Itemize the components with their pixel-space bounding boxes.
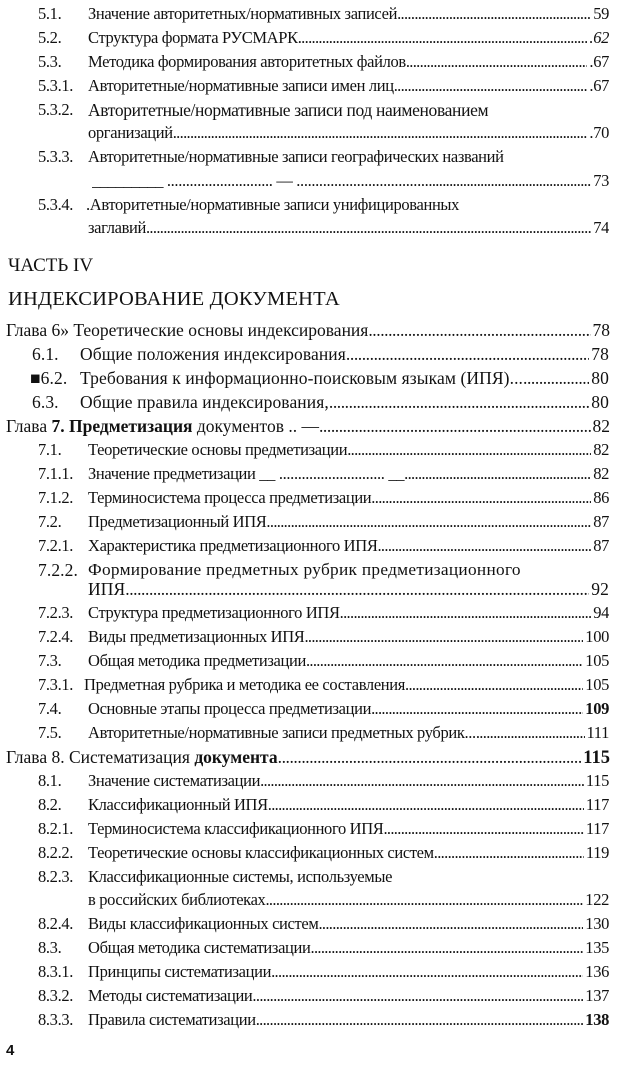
dot-leader bbox=[329, 390, 589, 414]
entry-number: 8.1. bbox=[38, 771, 62, 790]
toc-entry[interactable] bbox=[0, 721, 619, 745]
toc-entry-continued[interactable] bbox=[0, 216, 619, 240]
chapter-entry[interactable] bbox=[6, 414, 610, 438]
toc-entry[interactable] bbox=[0, 984, 619, 1008]
entry-title: Методы систематизации bbox=[88, 986, 253, 1005]
entry-page: .70 bbox=[589, 123, 609, 142]
entry-title: Принципы систематизации bbox=[88, 962, 272, 981]
entry-number: 5.3. bbox=[38, 52, 62, 71]
toc-entry[interactable] bbox=[0, 366, 619, 390]
dot-leader bbox=[340, 601, 592, 625]
dot-leader bbox=[347, 438, 591, 462]
entry-title-line2: ИПЯ bbox=[88, 579, 126, 599]
toc-entry[interactable] bbox=[0, 534, 619, 558]
entry-number: 7.5. bbox=[38, 723, 62, 742]
entry-title: Структура предметизационного ИПЯ bbox=[88, 603, 340, 622]
toc-entry[interactable] bbox=[0, 462, 619, 486]
entry-number: 7.2.1. bbox=[38, 536, 74, 555]
toc-entry-continued[interactable] bbox=[0, 169, 619, 193]
entry-title: Структура формата РУСМАРК bbox=[88, 28, 298, 47]
toc-entry[interactable] bbox=[0, 793, 619, 817]
chapter-title-prefix: Глава bbox=[6, 416, 52, 436]
toc-entry[interactable] bbox=[0, 486, 619, 510]
entry-title: Терминосистема классификационного ИПЯ bbox=[88, 819, 384, 838]
entry-title: Общие положения индексирования bbox=[80, 344, 346, 364]
dot-leader bbox=[405, 673, 583, 697]
toc-entry[interactable] bbox=[0, 625, 619, 649]
entry-page: 78 bbox=[591, 344, 609, 364]
toc-entry[interactable] bbox=[0, 145, 619, 169]
entry-number: 5.2. bbox=[38, 28, 62, 47]
entry-page: 115 bbox=[585, 771, 609, 790]
entry-page: 80 bbox=[591, 392, 609, 412]
dot-leader bbox=[318, 912, 583, 936]
dot-leader bbox=[298, 26, 588, 50]
dot-leader bbox=[406, 50, 588, 74]
entry-title: Авторитетные/нормативные записи предметных рубрик... bbox=[88, 723, 476, 742]
dot-leader bbox=[304, 625, 583, 649]
part-title: ИНДЕКСИРОВАНИЕ ДОКУМЕНТА bbox=[8, 288, 340, 310]
entry-title: Значение предметизации __ ............................ __ bbox=[88, 464, 405, 483]
toc-entry[interactable] bbox=[0, 649, 619, 673]
dot-leader bbox=[173, 121, 588, 145]
entry-page: 111 bbox=[586, 723, 609, 742]
entry-page: .62 bbox=[589, 28, 609, 47]
toc-entry[interactable] bbox=[0, 697, 619, 721]
entry-number: 8.3. bbox=[38, 938, 62, 957]
toc-entry[interactable] bbox=[0, 769, 619, 793]
entry-number: 7.2.4. bbox=[38, 627, 74, 646]
entry-page: 82 bbox=[593, 464, 609, 483]
dot-leader bbox=[371, 486, 591, 510]
entry-number: 8.2.2. bbox=[38, 843, 74, 862]
entry-title: Классификационный ИПЯ bbox=[88, 795, 268, 814]
chapter-page: 82 bbox=[592, 416, 610, 436]
entry-number: 8.2. bbox=[38, 795, 62, 814]
entry-page: 130 bbox=[585, 914, 609, 933]
dot-leader bbox=[266, 510, 591, 534]
toc-entry[interactable] bbox=[0, 26, 619, 50]
dot-leader bbox=[278, 745, 582, 769]
entry-number: 7.1. bbox=[38, 440, 62, 459]
toc-entry[interactable] bbox=[0, 673, 619, 697]
entry-title: Общие правила индексирования, bbox=[80, 392, 329, 412]
toc-entry[interactable] bbox=[0, 193, 619, 217]
entry-number: 7.1.2. bbox=[38, 488, 74, 507]
toc-entry[interactable] bbox=[0, 342, 619, 366]
entry-number: 7.1.1. bbox=[38, 464, 74, 483]
entry-title: Теоретические основы классификационных систем bbox=[88, 843, 434, 862]
entry-number: 7.4. bbox=[38, 699, 62, 718]
dot-leader bbox=[523, 366, 589, 390]
entry-title: Предметная рубрика и методика ее составления bbox=[84, 675, 405, 694]
entry-number: 7.3. bbox=[38, 651, 62, 670]
entry-page: 135 bbox=[585, 938, 609, 957]
entry-title: Значение систематизации bbox=[88, 771, 261, 790]
entry-title: Авторитетные/нормативные записи имен лиц bbox=[88, 76, 394, 95]
entry-number: 7.2. bbox=[38, 512, 62, 531]
dot-leader bbox=[265, 888, 583, 912]
dot-leader bbox=[252, 984, 583, 1008]
entry-title-line2: заглавий bbox=[88, 218, 146, 237]
toc-entry-continued[interactable] bbox=[0, 888, 619, 912]
entry-number: 7.3.1. bbox=[38, 675, 74, 694]
chapter-page: 115 bbox=[583, 748, 610, 768]
dot-leader bbox=[271, 960, 583, 984]
dot-leader bbox=[383, 817, 583, 841]
entry-page: 87 bbox=[593, 512, 609, 531]
toc-entry[interactable] bbox=[0, 50, 619, 74]
toc-entry[interactable] bbox=[0, 912, 619, 936]
entry-number: ■6.2. bbox=[30, 368, 68, 388]
dot-leader bbox=[434, 841, 584, 865]
dot-leader bbox=[125, 577, 589, 601]
toc-entry[interactable] bbox=[0, 438, 619, 462]
dot-leader bbox=[397, 2, 591, 26]
chapter-page: 78 bbox=[592, 320, 610, 340]
chapter-title: Глава 6» Теоретические основы индексирования bbox=[6, 320, 369, 340]
entry-page: 100 bbox=[585, 627, 609, 646]
dot-leader bbox=[377, 534, 591, 558]
toc-entry[interactable] bbox=[0, 960, 619, 984]
chapter-title-suffix: документов .. — bbox=[192, 416, 319, 436]
entry-number: 6.1. bbox=[32, 344, 59, 364]
entry-page: 137 bbox=[585, 986, 609, 1005]
entry-title: Авторитетные/нормативные записи под наименованием bbox=[88, 100, 489, 120]
entry-title: Основные этапы процесса предметизации bbox=[88, 699, 372, 718]
dot-leader bbox=[476, 721, 585, 745]
dot-leader bbox=[371, 697, 583, 721]
entry-page: 73 bbox=[593, 171, 609, 190]
entry-page: 117 bbox=[585, 819, 609, 838]
page-number: 4 bbox=[6, 1042, 15, 1059]
entry-number: 5.1. bbox=[38, 4, 62, 23]
entry-page: 119 bbox=[585, 843, 609, 862]
entry-title: Требования к информационно-поисковым языкам (ИПЯ)... bbox=[80, 368, 524, 388]
entry-title: Общая методика систематизации bbox=[88, 938, 311, 957]
entry-title: Общая методика предметизации bbox=[88, 651, 306, 670]
entry-number: 8.3.3. bbox=[38, 1010, 74, 1029]
entry-title: Характеристика предметизационного ИПЯ bbox=[88, 536, 378, 555]
entry-page: 136 bbox=[585, 962, 609, 981]
chapter-title-prefix: Глава 8. Систематизация bbox=[6, 747, 195, 767]
entry-number: 8.3.2. bbox=[38, 986, 74, 1005]
entry-page: 87 bbox=[593, 536, 609, 555]
part-label: ЧАСТЬ IV bbox=[8, 255, 94, 276]
entry-title: Методика формирования авторитетных файлов bbox=[88, 52, 406, 71]
entry-page: 109 bbox=[585, 699, 609, 718]
entry-page: .67 bbox=[589, 52, 609, 71]
entry-number: 8.2.4. bbox=[38, 914, 74, 933]
entry-page: 138 bbox=[585, 1010, 609, 1029]
toc-entry[interactable] bbox=[0, 390, 619, 414]
chapter-title-bold: документа bbox=[194, 747, 278, 767]
toc-entry[interactable] bbox=[0, 865, 619, 889]
entry-page: 105 bbox=[585, 651, 609, 670]
toc-entry[interactable] bbox=[0, 74, 619, 98]
toc-entry[interactable] bbox=[0, 936, 619, 960]
entry-page: 74 bbox=[593, 218, 609, 237]
entry-title: Правила систематизации bbox=[88, 1010, 256, 1029]
chapter-title bbox=[6, 414, 319, 438]
toc-entry-continued[interactable] bbox=[0, 121, 619, 145]
entry-page: 122 bbox=[585, 890, 609, 909]
entry-title: Значение авторитетных/нормативных записей bbox=[88, 4, 398, 23]
toc-entry[interactable] bbox=[0, 510, 619, 534]
entry-number: 5.3.4. bbox=[38, 195, 74, 214]
entry-title-line2: _________ ............................ — ................................... bbox=[92, 171, 429, 190]
entry-page: 86 bbox=[593, 488, 609, 507]
entry-number: 5.3.1. bbox=[38, 76, 74, 95]
entry-title: Формирование предметных рубрик предметизационного bbox=[88, 560, 521, 579]
dot-leader bbox=[256, 1008, 584, 1032]
entry-number: 5.3.2. bbox=[38, 100, 74, 119]
entry-number: 7.2.2. bbox=[38, 560, 78, 580]
chapter-entry[interactable] bbox=[6, 318, 610, 342]
toc-entry[interactable] bbox=[0, 817, 619, 841]
entry-page: 92 bbox=[591, 579, 609, 599]
chapter-title bbox=[6, 745, 278, 769]
entry-page: 80 bbox=[591, 368, 609, 388]
toc-entry[interactable] bbox=[0, 98, 619, 122]
dot-leader bbox=[311, 936, 584, 960]
toc-entry[interactable] bbox=[0, 841, 619, 865]
chapter-entry[interactable] bbox=[6, 745, 610, 769]
entry-page: 105 bbox=[585, 675, 609, 694]
entry-number: 8.2.1. bbox=[38, 819, 74, 838]
entry-title: Виды предметизационных ИПЯ bbox=[88, 627, 305, 646]
entry-number: 8.2.3. bbox=[38, 867, 74, 886]
entry-title-line2: организаций bbox=[88, 123, 173, 142]
chapter-title-bold: 7. Предметизация bbox=[51, 416, 193, 436]
dot-leader bbox=[368, 318, 590, 342]
entry-title: Классификационные системы, используемые bbox=[88, 867, 393, 886]
entry-page: 117 bbox=[585, 795, 609, 814]
entry-title-line2: в российских библиотеках bbox=[88, 890, 266, 909]
dot-leader bbox=[346, 342, 589, 366]
entry-number: 8.3.1. bbox=[38, 962, 74, 981]
dot-leader bbox=[146, 216, 591, 240]
dot-leader bbox=[394, 74, 588, 98]
dot-leader bbox=[319, 414, 591, 438]
entry-page: .67 bbox=[589, 76, 609, 95]
entry-page: 59 bbox=[593, 4, 609, 23]
entry-title: Теоретические основы предметизации bbox=[88, 440, 348, 459]
toc-entry-continued[interactable] bbox=[0, 577, 619, 601]
entry-title: .Авторитетные/нормативные записи унифицированных bbox=[86, 195, 460, 214]
entry-title: Предметизационный ИПЯ bbox=[88, 512, 267, 531]
entry-page: 94 bbox=[593, 603, 609, 622]
toc-entry[interactable] bbox=[0, 2, 619, 26]
dot-leader bbox=[260, 769, 584, 793]
dot-leader bbox=[404, 462, 591, 486]
dot-leader bbox=[268, 793, 584, 817]
entry-number: 5.3.3. bbox=[38, 147, 74, 166]
entry-number: 7.2.3. bbox=[38, 603, 74, 622]
dot-leader bbox=[428, 169, 591, 193]
toc-entry[interactable] bbox=[0, 601, 619, 625]
entry-title: Терминосистема процесса предметизации bbox=[88, 488, 372, 507]
toc-entry[interactable] bbox=[0, 1008, 619, 1032]
entry-title: Авторитетные/нормативные записи географических названий bbox=[88, 147, 504, 166]
entry-page: 82 bbox=[593, 440, 609, 459]
dot-leader bbox=[306, 649, 583, 673]
entry-number: 6.3. bbox=[32, 392, 59, 412]
entry-title: Виды классификационных систем bbox=[88, 914, 319, 933]
